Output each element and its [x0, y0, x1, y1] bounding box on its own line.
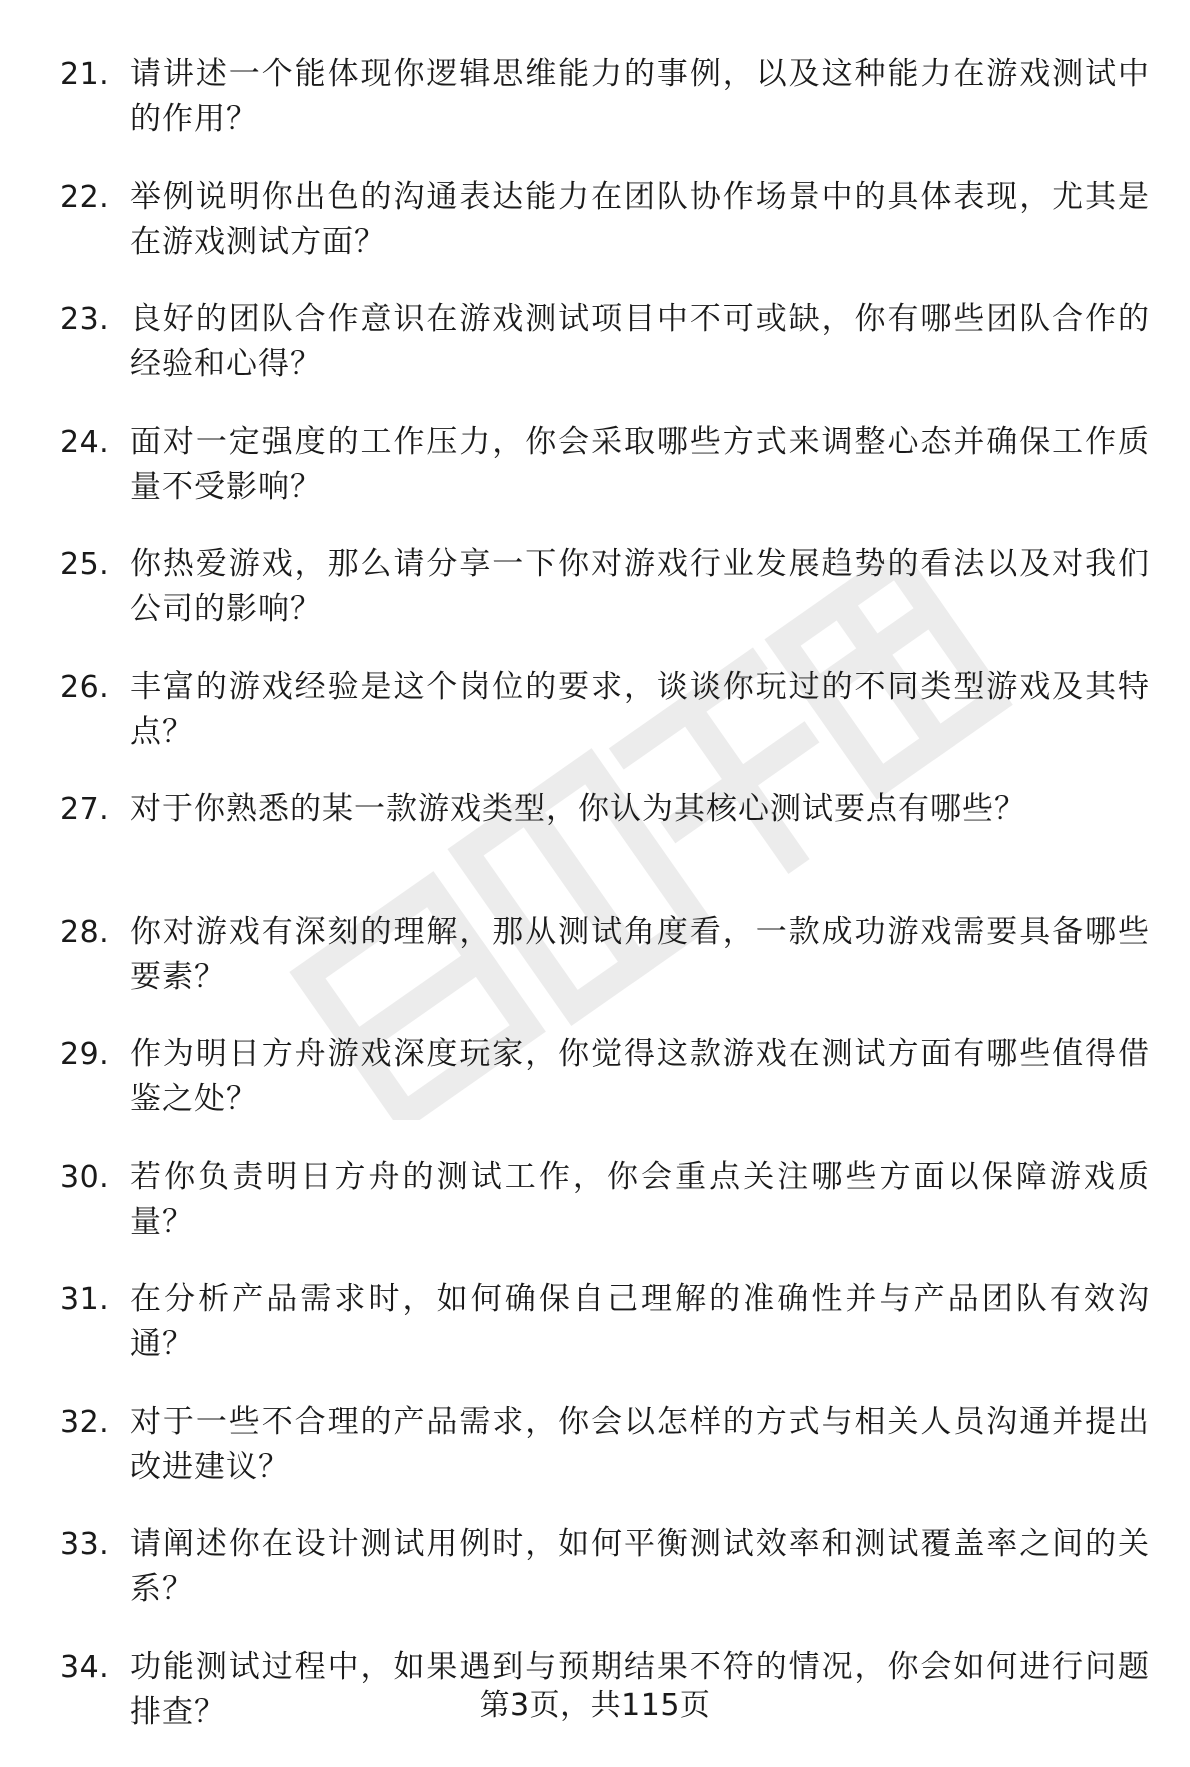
- question-item: [60, 542, 1150, 665]
- question-number: 23.: [60, 297, 130, 342]
- question-item: [60, 910, 1150, 1033]
- question-text: 请讲述一个能体现你逻辑思维能力的事例，以及这种能力在游戏测试中的作用？: [130, 52, 1150, 142]
- question-list: [60, 52, 1150, 1767]
- question-item: [60, 1155, 1150, 1278]
- question-text: 面对一定强度的工作压力，你会采取哪些方式来调整心态并确保工作质量不受影响？: [130, 420, 1150, 510]
- question-number: 32.: [60, 1400, 130, 1445]
- question-text: 良好的团队合作意识在游戏测试项目中不可或缺，你有哪些团队合作的经验和心得？: [130, 297, 1150, 387]
- question-text: 在分析产品需求时，如何确保自己理解的准确性并与产品团队有效沟通？: [130, 1277, 1150, 1367]
- question-item: [60, 787, 1150, 910]
- question-number: 27.: [60, 787, 130, 832]
- question-text: 作为明日方舟游戏深度玩家，你觉得这款游戏在测试方面有哪些值得借鉴之处？: [130, 1032, 1150, 1122]
- question-item: [60, 52, 1150, 175]
- question-number: 26.: [60, 665, 130, 710]
- question-number: 31.: [60, 1277, 130, 1322]
- question-number: 25.: [60, 542, 130, 587]
- question-text: 举例说明你出色的沟通表达能力在团队协作场景中的具体表现，尤其是在游戏测试方面？: [130, 175, 1150, 265]
- question-item: [60, 1277, 1150, 1400]
- question-item: [60, 297, 1150, 420]
- question-number: 22.: [60, 175, 130, 220]
- question-item: [60, 1522, 1150, 1645]
- question-number: 24.: [60, 420, 130, 465]
- question-text: 若你负责明日方舟的测试工作，你会重点关注哪些方面以保障游戏质量？: [130, 1155, 1150, 1245]
- question-text: 对于一些不合理的产品需求，你会以怎样的方式与相关人员沟通并提出改进建议？: [130, 1400, 1150, 1490]
- question-text: 你对游戏有深刻的理解，那从测试角度看，一款成功游戏需要具备哪些要素？: [130, 910, 1150, 1000]
- question-number: 30.: [60, 1155, 130, 1200]
- question-number: 29.: [60, 1032, 130, 1077]
- page-footer: [0, 1686, 1190, 1726]
- question-item: [60, 175, 1150, 298]
- question-number: 34.: [60, 1645, 130, 1690]
- question-item: [60, 420, 1150, 543]
- question-text: 丰富的游戏经验是这个岗位的要求，谈谈你玩过的不同类型游戏及其特点？: [130, 665, 1150, 755]
- question-item: [60, 665, 1150, 788]
- page-number-label: 第3页，共115页: [480, 1688, 711, 1723]
- question-item: [60, 1032, 1150, 1155]
- question-text: 对于你熟悉的某一款游戏类型，你认为其核心测试要点有哪些？: [130, 787, 1150, 832]
- question-number: 28.: [60, 910, 130, 955]
- question-text: 功能测试过程中，如果遇到与预期结果不符的情况，你会如何进行问题排查？: [130, 1645, 1150, 1735]
- question-number: 21.: [60, 52, 130, 97]
- question-item: [60, 1400, 1150, 1523]
- question-text: 你热爱游戏，那么请分享一下你对游戏行业发展趋势的看法以及对我们公司的影响？: [130, 542, 1150, 632]
- question-text: 请阐述你在设计测试用例时，如何平衡测试效率和测试覆盖率之间的关系？: [130, 1522, 1150, 1612]
- question-number: 33.: [60, 1522, 130, 1567]
